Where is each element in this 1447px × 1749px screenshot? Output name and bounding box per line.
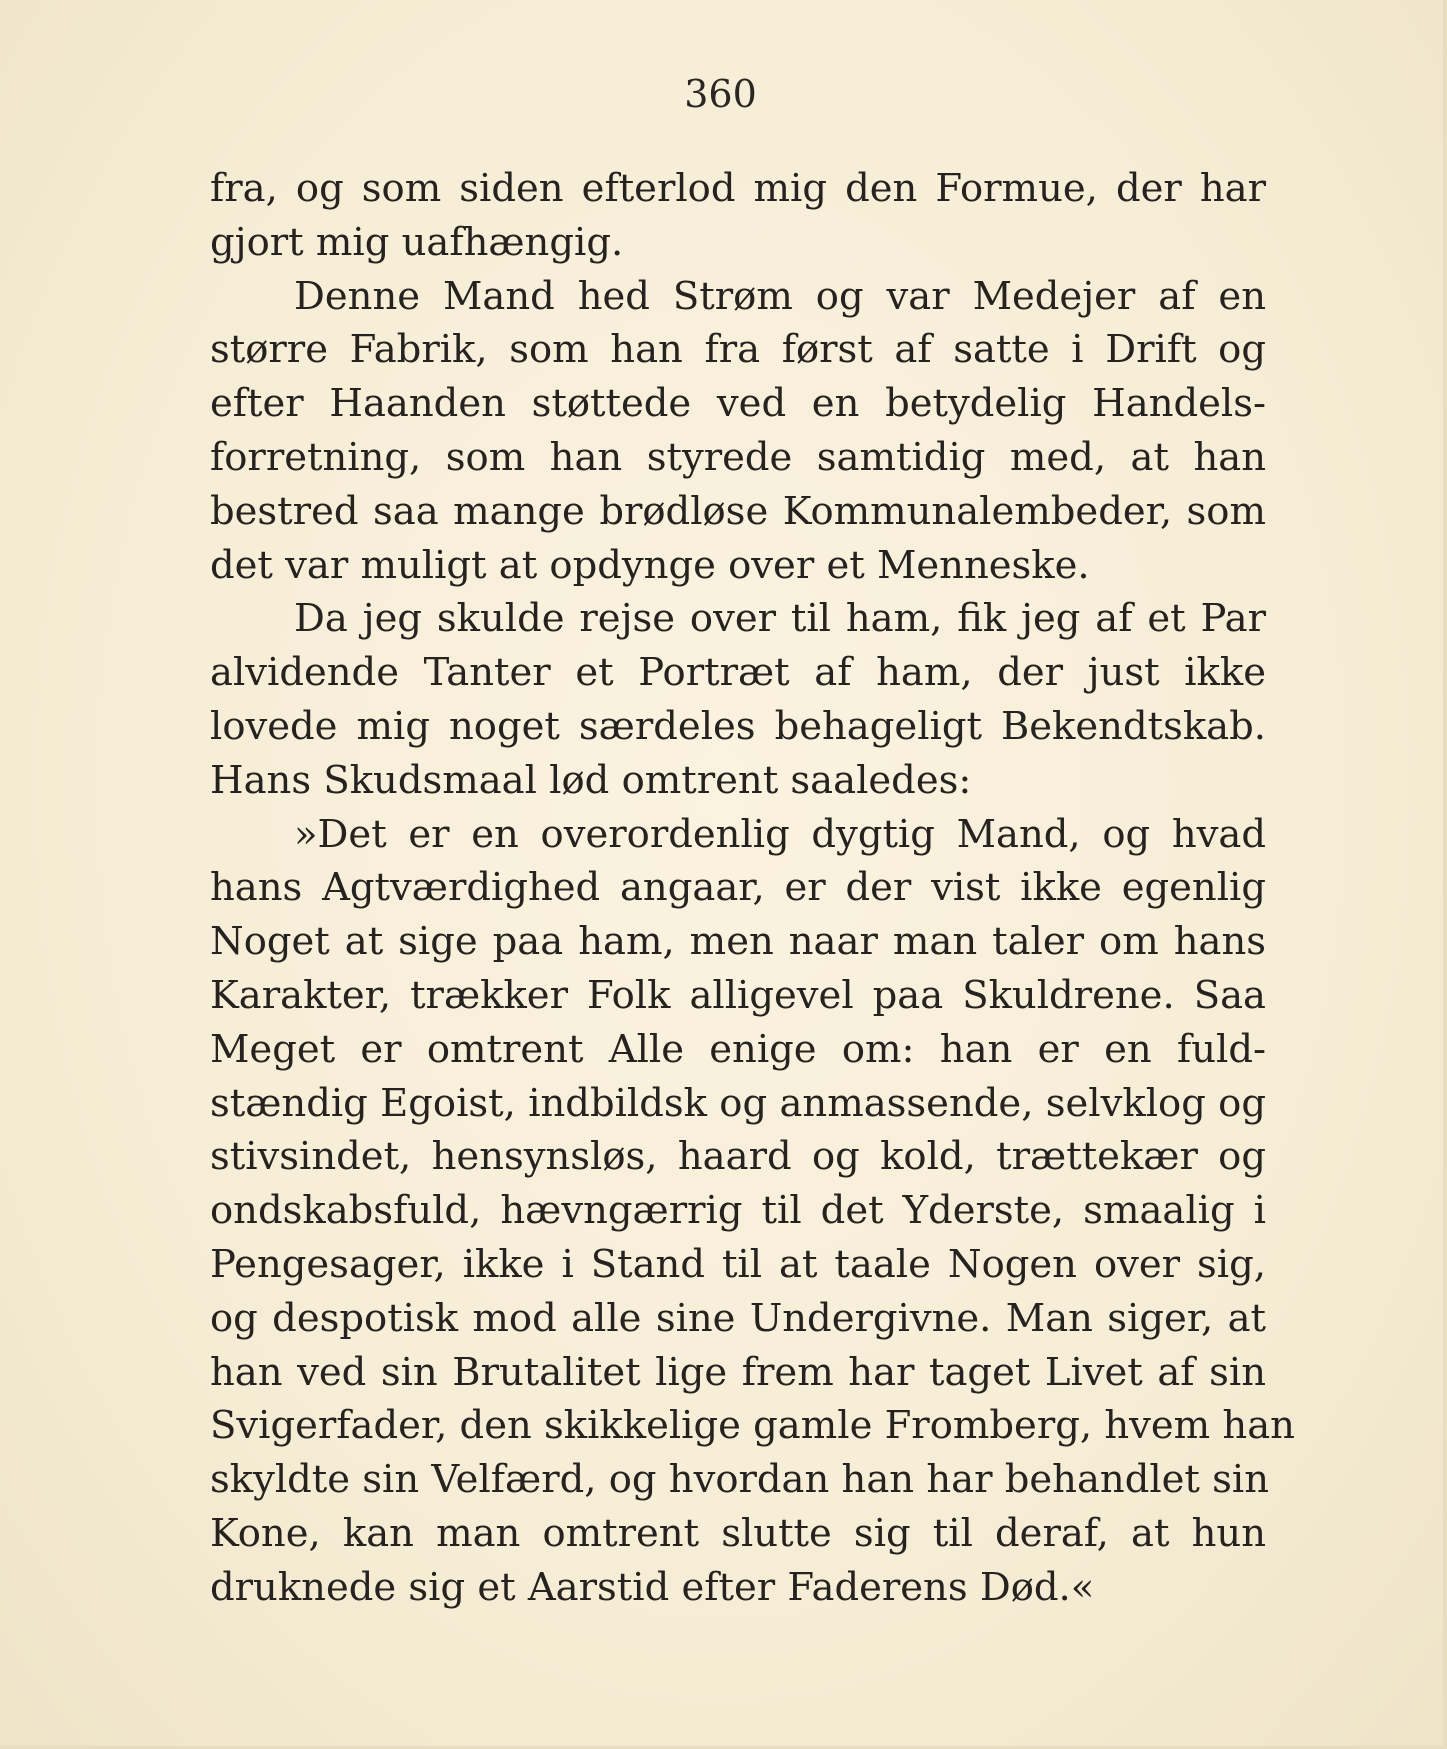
text-line: større Fabrik, som han fra først af satte i Drift og	[210, 327, 1266, 373]
text-line: Noget at sige paa ham, men naar man taler om hans	[210, 919, 1266, 965]
text-line: Karakter, trækker Folk alligevel paa Skuldrene. Saa	[210, 972, 1266, 1018]
body-text	[210, 162, 1295, 1615]
text-line: »Det er en overordenlig dygtig Mand, og hvad	[294, 811, 1266, 857]
text-line: Denne Mand hed Strøm og var Medejer af en	[294, 273, 1266, 319]
text-line: bestred saa mange brødløse Kommunalembeder, som	[210, 488, 1266, 534]
text-line: gjort mig uafhængig.	[210, 219, 624, 265]
text-line: hans Agtværdighed angaar, er der vist ikke egenlig	[210, 865, 1266, 911]
text-line: lovede mig noget særdeles behageligt Bekendtskab.	[210, 703, 1266, 749]
text-line: det var muligt at opdynge over et Menneske.	[210, 542, 1090, 588]
text-line: og despotisk mod alle sine Undergivne. Man siger, at	[210, 1295, 1266, 1341]
text-line: ondskabsfuld, hævngærrig til det Yderste, smaalig i	[210, 1188, 1266, 1234]
text-line: fra, og som siden efterlod mig den Formue, der har	[210, 166, 1266, 211]
text-line: Pengesager, ikke i Stand til at taale Nogen over sig,	[210, 1241, 1266, 1287]
text-line: Da jeg skulde rejse over til ham, fik jeg af et Par	[294, 596, 1266, 642]
text-line: forretning, som han styrede samtidig med, at han	[210, 434, 1266, 480]
text-line: Meget er omtrent Alle enige om: han er en fuld-	[210, 1026, 1266, 1072]
text-line: skyldte sin Velfærd, og hvordan han har behandlet sin	[210, 1457, 1270, 1503]
text-line: Kone, kan man omtrent slutte sig til deraf, at hun	[210, 1510, 1266, 1556]
text-line: Svigerfader, den skikkelige gamle Fromberg, hvem han	[210, 1403, 1295, 1449]
text-line: druknede sig et Aarstid efter Faderens Død.«	[210, 1564, 1095, 1610]
text-line: efter Haanden støttede ved en betydelig Handels-	[210, 381, 1266, 427]
text-line: stivsindet, hensynsløs, haard og kold, trættekær og	[210, 1134, 1266, 1180]
text-line: han ved sin Brutalitet lige frem har taget Livet af sin	[210, 1349, 1266, 1395]
text-line: alvidende Tanter et Portræt af ham, der just ikke	[210, 650, 1266, 696]
text-line: Hans Skudsmaal lød omtrent saaledes:	[210, 757, 972, 803]
page-number: 360	[684, 72, 757, 116]
text-line: stændig Egoist, indbildsk og anmassende, selvklog og	[210, 1080, 1266, 1126]
